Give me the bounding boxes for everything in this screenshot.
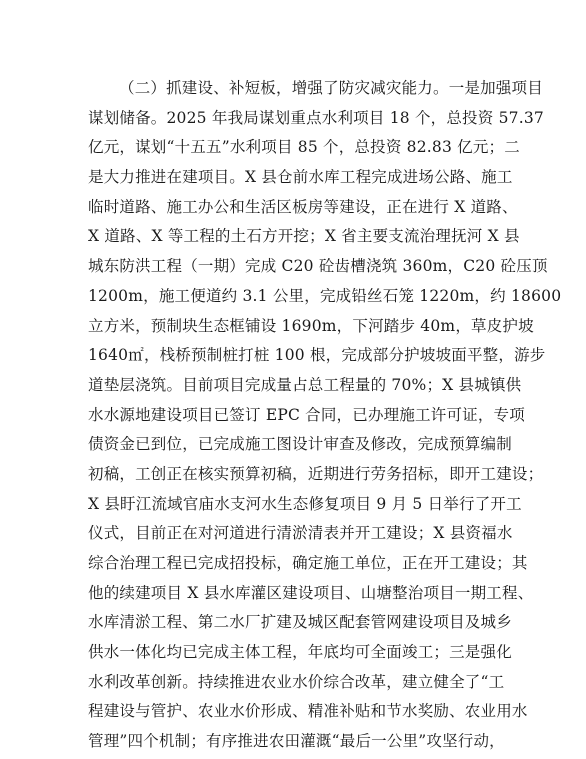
paragraph-line-11: 道垫层浇筑。目前项目完成量占总工程量的 70%；X 县城镇供	[88, 375, 522, 394]
paragraph-line-21: 水利改革创新。持续推进农业水价综合改革，建立健全了“工	[88, 672, 505, 691]
paragraph-line-3: 亿元，谋划“十五五”水利项目 85 个，总投资 82.83 亿元；二	[88, 138, 520, 157]
paragraph-line-14: 初稿，工创正在核实预算初稿，近期进行劳务招标，即开工建设；	[88, 464, 544, 483]
paragraph-line-10: 1640㎡，栈桥预制桩打桩 100 根，完成部分护坡坡面平整，游步	[88, 346, 546, 365]
paragraph-line-23: 管理”四个机制；有序推进农田灌溉“最后一公里”攻坚行动，	[88, 732, 505, 751]
paragraph-line-22: 程建设与管护、农业水价形成、精准补贴和节水奖励、农业用水	[88, 702, 528, 721]
paragraph-line-19: 水库清淤工程、第二水厂扩建及城区配套管网建设项目及城乡	[88, 613, 512, 632]
paragraph-line-2: 谋划储备。2025 年我局谋划重点水利项目 18 个，总投资 57.37	[88, 108, 544, 127]
paragraph-line-1: （二）抓建设、补短板，增强了防灾减灾能力。一是加强项目	[119, 79, 543, 97]
paragraph-line-17: 综合治理工程已完成招投标，确定施工单位，正在开工建设；其	[88, 554, 528, 572]
paragraph-line-16: 仪式，目前正在对河道进行清淤清表并开工建设；X 县资福水	[88, 524, 513, 543]
body-paragraph	[88, 74, 562, 757]
paragraph-line-5: 临时道路、施工办公和生活区板房等建设，正在进行 X 道路、	[88, 197, 518, 216]
paragraph-line-13: 债资金已到位，已完成施工图设计审查及修改，完成预算编制	[88, 435, 512, 454]
paragraph-line-20: 供水一体化均已完成主体工程，年底均可全面竣工；三是强化	[88, 643, 512, 662]
paragraph-line-8: 1200m，施工便道约 3.1 公里，完成铅丝石笼 1220m，约 18600	[88, 286, 562, 305]
paragraph-line-6: X 道路、X 等工程的土石方开挖；X 省主要支流治理抚河 X 县	[88, 227, 520, 246]
paragraph-line-15: X 县盱江流域官庙水支河水生态修复项目 9 月 5 日举行了开工	[88, 494, 522, 513]
paragraph-line-12: 水水源地建设项目已签订 EPC 合同，已办理施工许可证，专项	[88, 405, 525, 424]
paragraph-line-18: 他的续建项目 X 县水库灌区建设项目、山塘整治项目一期工程、	[88, 583, 534, 602]
paragraph-line-9: 立方米，预制块生态框铺设 1690m，下河踏步 40m，草皮护坡	[88, 316, 534, 335]
paragraph-line-4: 是大力推进在建项目。X 县仓前水库工程完成进场公路、施工	[88, 168, 513, 187]
paragraph-line-7: 城东防洪工程（一期）完成 C20 砼齿槽浇筑 360m，C20 砼压顶	[88, 257, 548, 276]
